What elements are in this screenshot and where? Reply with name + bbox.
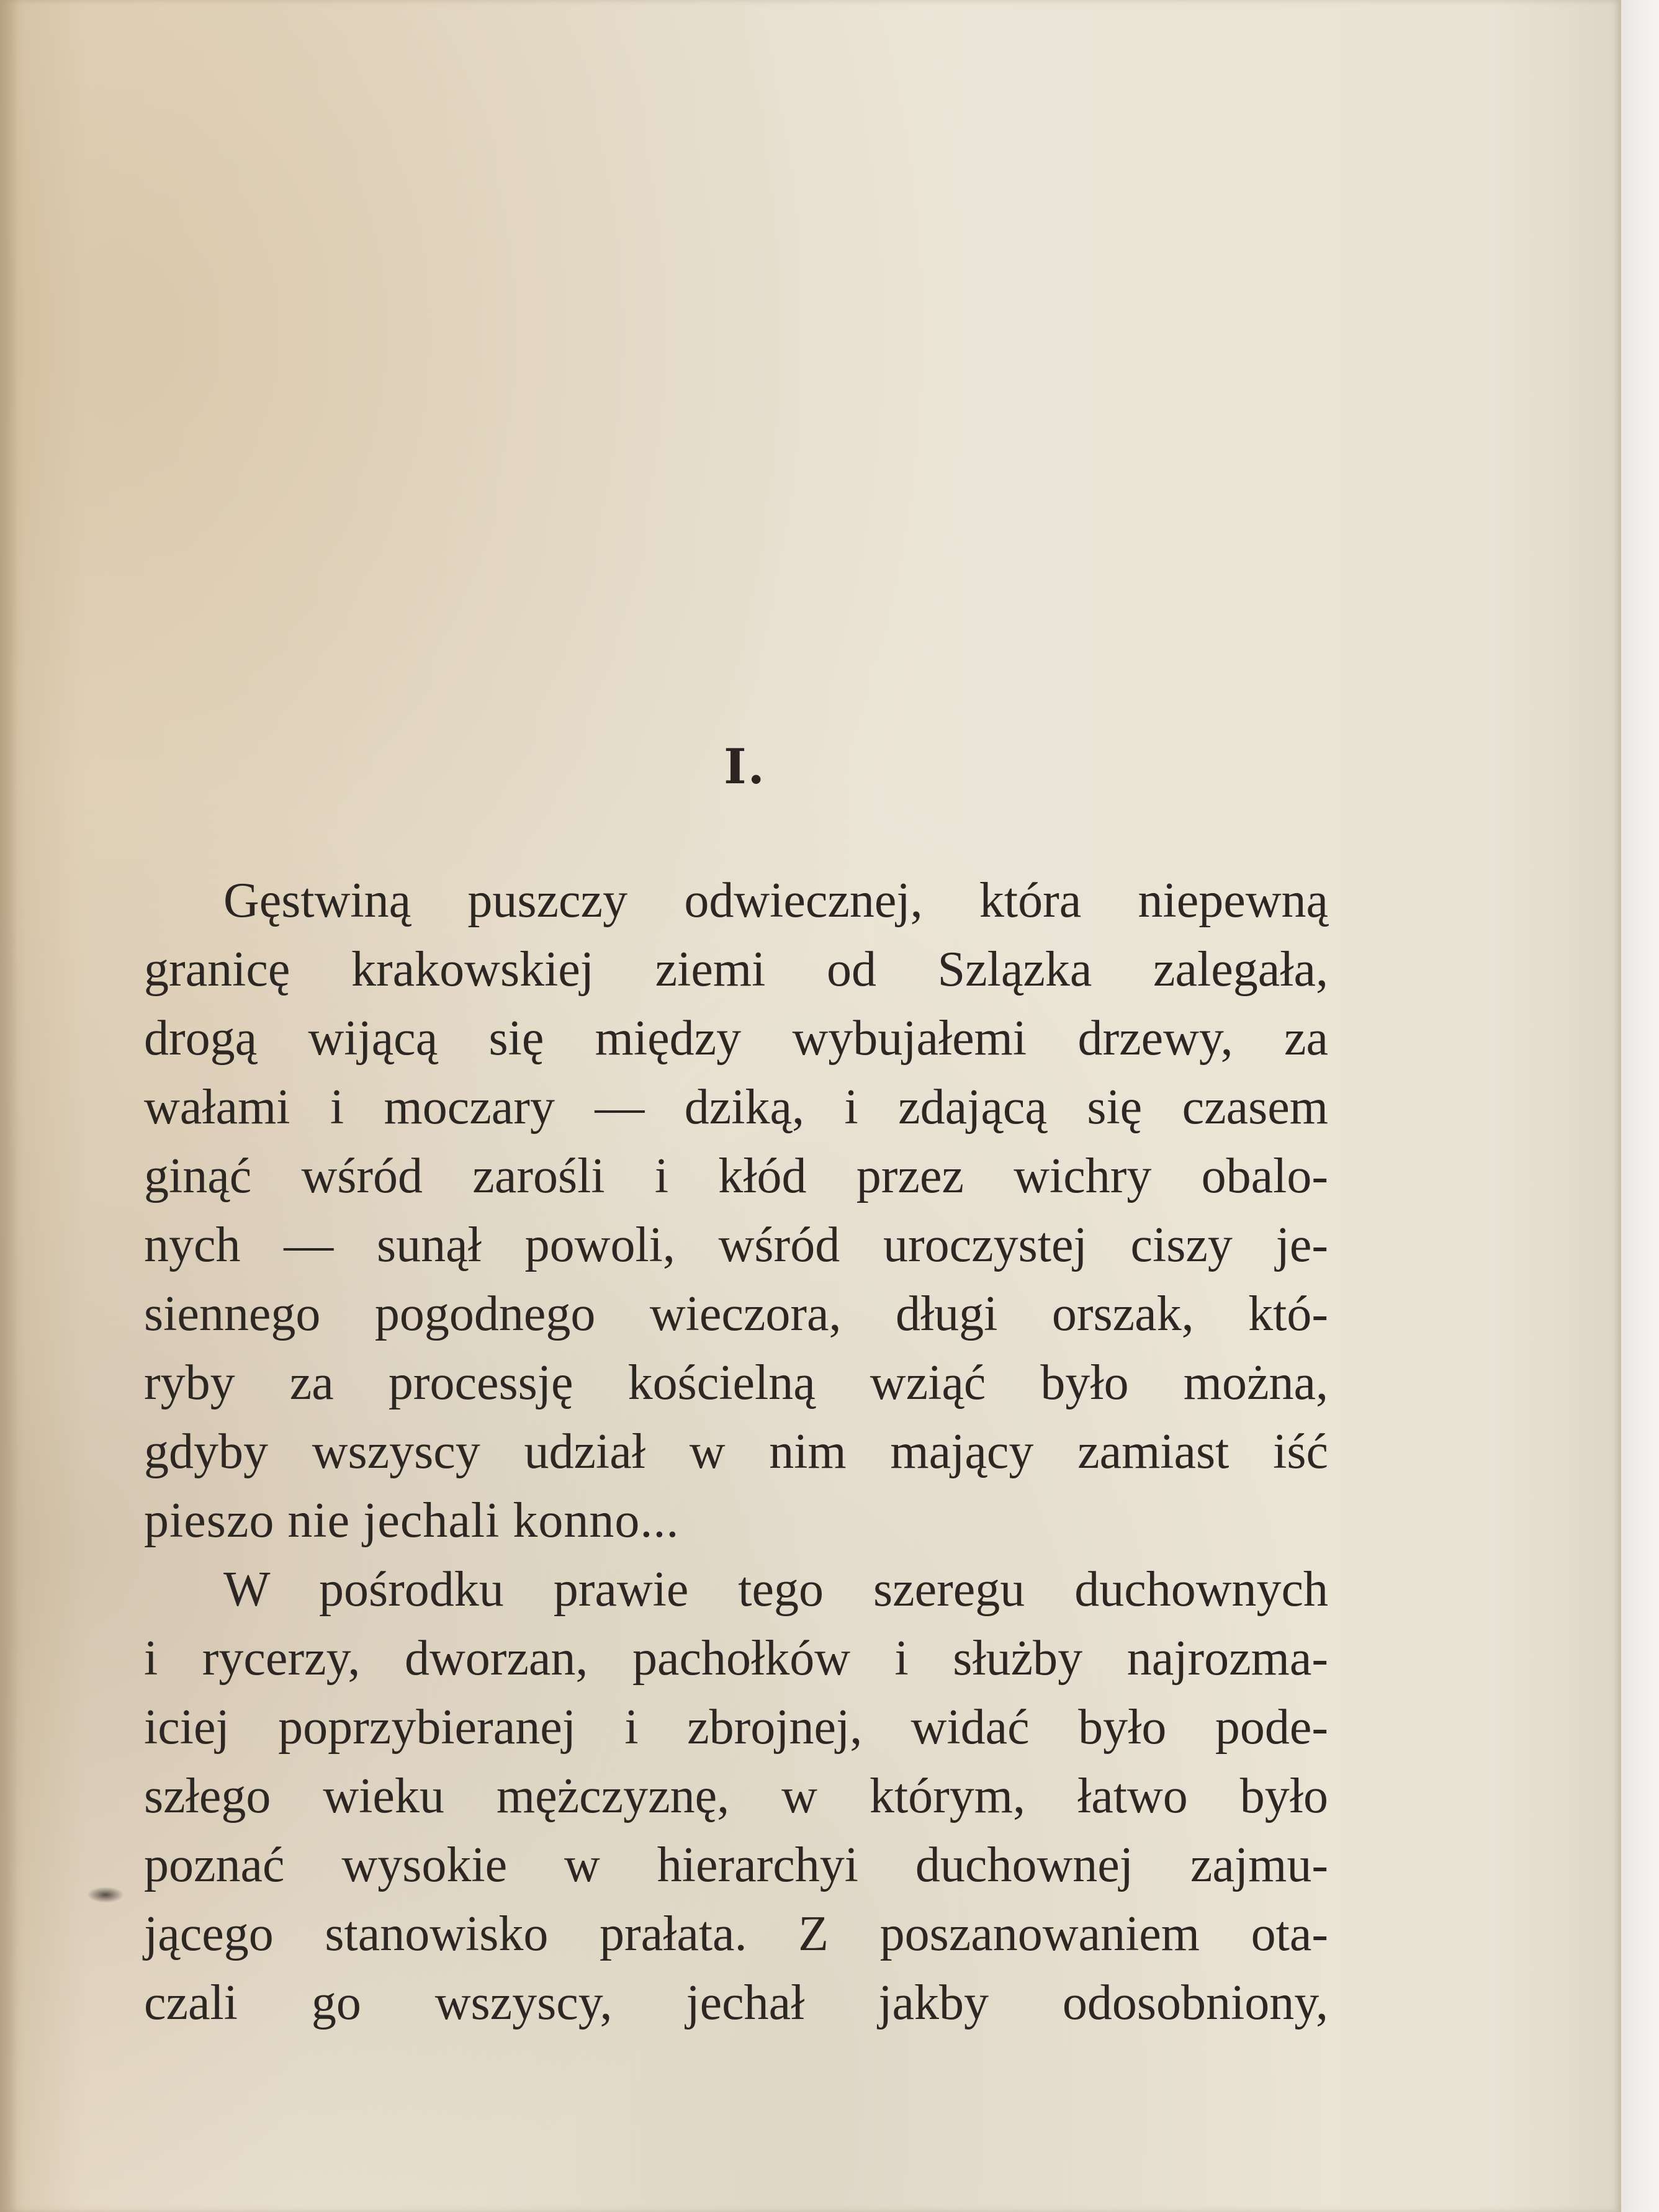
chapter-number: I. <box>724 739 766 795</box>
text-line: iciej poprzybieranej i zbrojnej, widać było pode- <box>144 1700 1328 1755</box>
text-line: pieszo nie jechali konno... <box>144 1493 680 1548</box>
text-line: gdyby wszyscy udział w nim mający zamiast iść <box>144 1424 1328 1479</box>
text-line: i rycerzy, dworzan, pachołków i służby najrozma- <box>144 1631 1328 1686</box>
text-line: drogą wijącą się między wybujałemi drzewy, za <box>144 1011 1328 1066</box>
text-line: jącego stanowisko prałata. Z poszanowaniem ota- <box>144 1907 1328 1961</box>
text-line: W pośrodku prawie tego szeregu duchownych <box>223 1562 1328 1617</box>
text-line: Gęstwiną puszczy odwiecznej, która niepewną <box>223 873 1328 928</box>
text-line: granicę krakowskiej ziemi od Szlązka zalegała, <box>144 942 1328 997</box>
text-line: czali go wszyscy, jechał jakby odosobniony, <box>144 1976 1328 2030</box>
text-line: ryby za processję kościelną wziąć było można, <box>144 1356 1328 1410</box>
text-line: wałami i moczary — dziką, i zdającą się czasem <box>144 1080 1328 1135</box>
text-line: ginąć wśród zarośli i kłód przez wichry obalo- <box>144 1149 1328 1203</box>
ink-smudge <box>87 1887 124 1903</box>
text-line: nych — sunął powoli, wśród uroczystej ciszy je- <box>144 1218 1328 1272</box>
body-text <box>144 866 1328 2038</box>
text-line: siennego pogodnego wieczora, długi orszak, któ- <box>144 1287 1328 1341</box>
text-line: szłego wieku mężczyznę, w którym, łatwo było <box>144 1769 1328 1823</box>
text-line: poznać wysokie w hierarchyi duchownej zajmu- <box>144 1838 1328 1892</box>
page-gutter-shadow <box>0 0 17 2212</box>
